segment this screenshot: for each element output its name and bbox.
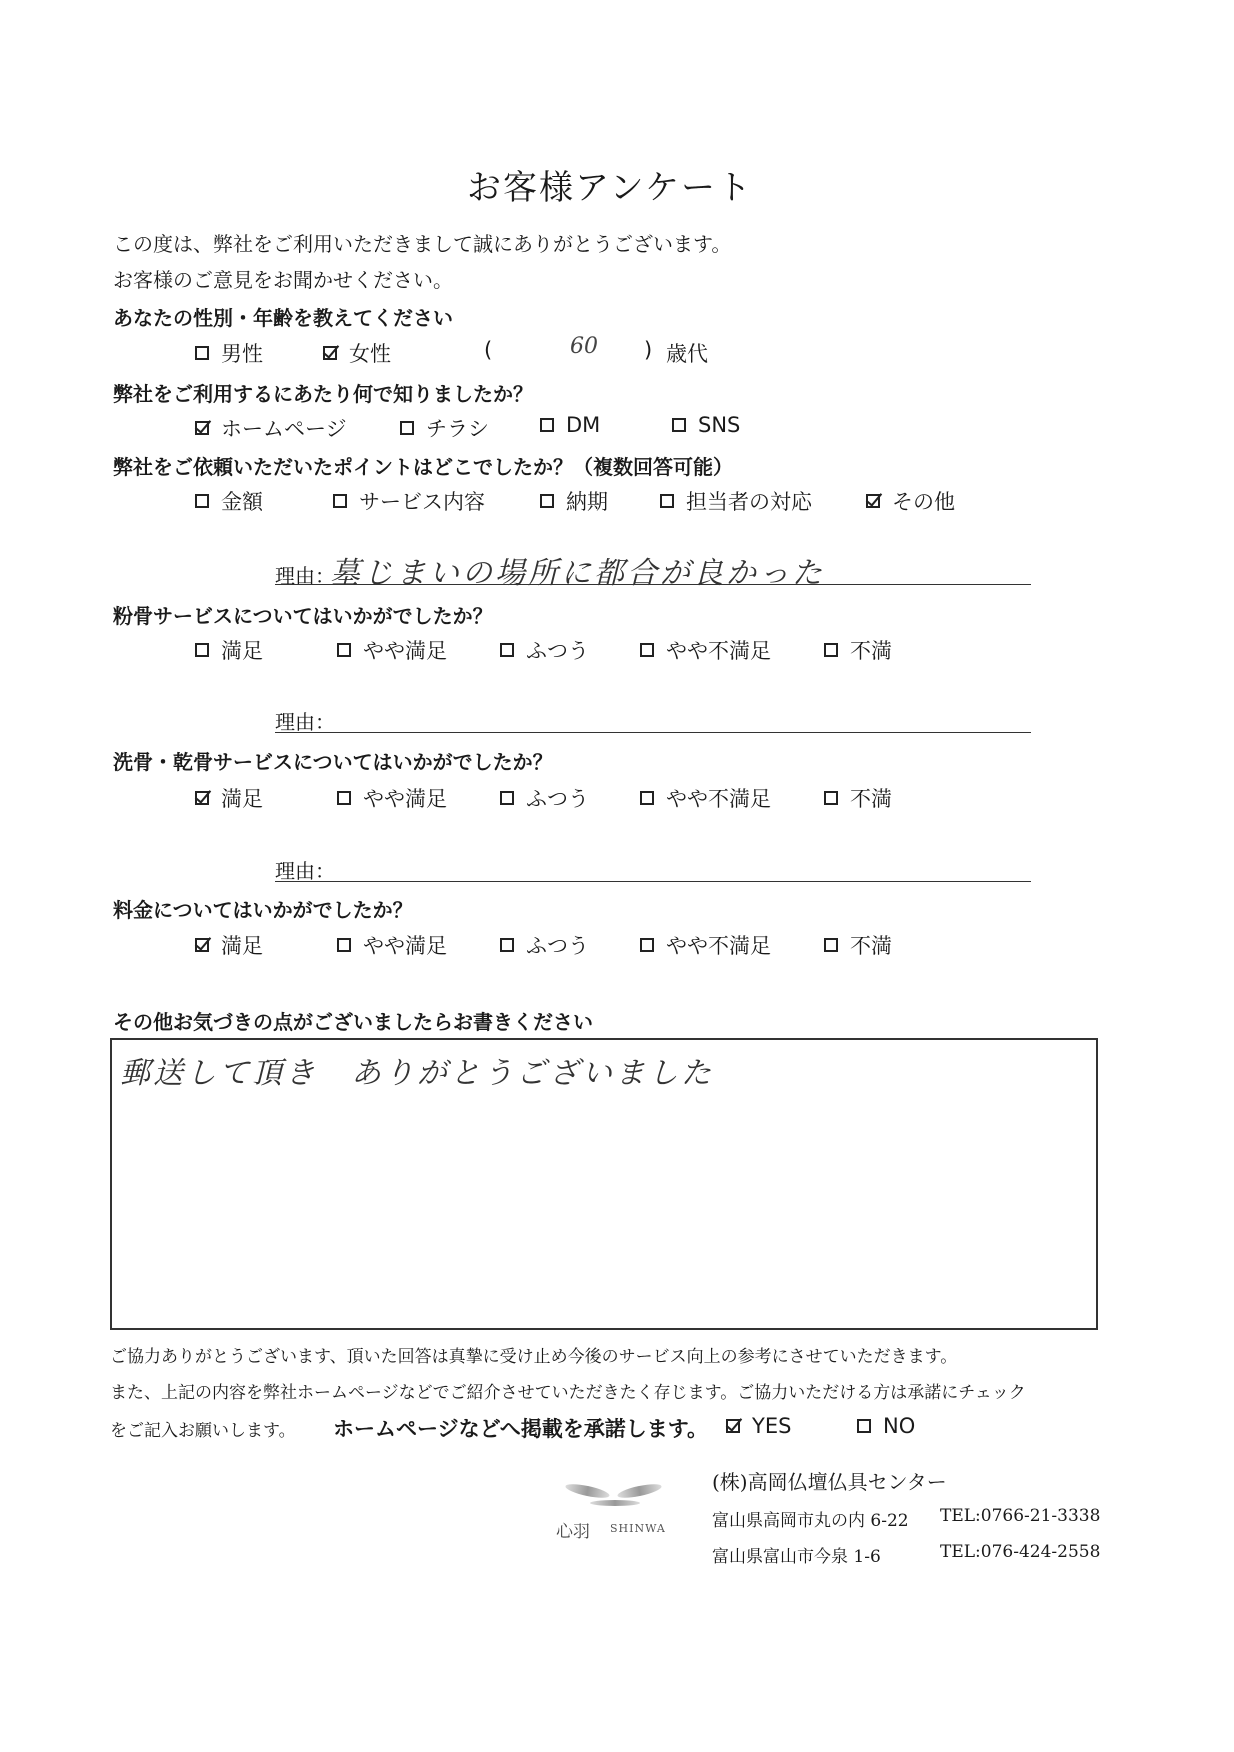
checkbox[interactable] xyxy=(337,938,351,952)
q3-reason-underline xyxy=(275,584,1031,585)
option-label: その他 xyxy=(892,490,955,514)
q5-option-somewhat-satisfied[interactable] xyxy=(337,783,447,813)
q3-option-delivery[interactable] xyxy=(540,486,608,516)
tel-1: TEL:0766-21-3338 xyxy=(940,1506,1101,1526)
q4-reason-underline[interactable] xyxy=(275,732,1031,733)
q2-question: 弊社をご利用するにあたり何で知りましたか？ xyxy=(113,382,533,406)
checkbox[interactable] xyxy=(400,421,414,435)
checkbox[interactable] xyxy=(195,494,209,508)
comment-box[interactable] xyxy=(110,1038,1098,1330)
q7-question: その他お気づきの点がございましたらお書きください xyxy=(113,1010,593,1034)
consent-text: ホームページなどへ掲載を承諾します。 xyxy=(333,1417,709,1441)
consent-yes[interactable] xyxy=(726,1414,791,1438)
checkbox[interactable] xyxy=(337,643,351,657)
option-label: やや満足 xyxy=(363,934,447,958)
checkbox[interactable] xyxy=(824,643,838,657)
checkbox[interactable] xyxy=(195,346,209,360)
option-label: 不満 xyxy=(850,787,892,811)
q6-option-somewhat-dissatisfied[interactable] xyxy=(640,930,771,960)
option-label: やや不満足 xyxy=(666,639,771,663)
checkbox[interactable] xyxy=(824,791,838,805)
q6-option-somewhat-satisfied[interactable] xyxy=(337,930,447,960)
checkbox-checked[interactable] xyxy=(195,938,209,952)
age-close-paren: ) xyxy=(644,338,653,362)
q4-option-somewhat-satisfied[interactable] xyxy=(337,635,447,665)
checkbox[interactable] xyxy=(540,418,554,432)
tel-2: TEL:076-424-2558 xyxy=(940,1542,1101,1562)
footer-line-1: ご協力ありがとうございます、頂いた回答は真摯に受け止め今後のサービス向上の参考にさせていただきます。 xyxy=(110,1347,958,1367)
comment-text: 郵送して頂き ありがとうございました xyxy=(120,1056,714,1091)
option-label: ホームページ xyxy=(221,417,347,441)
q6-option-satisfied[interactable] xyxy=(195,930,263,960)
checkbox[interactable] xyxy=(857,1419,871,1433)
wing-icon xyxy=(616,1481,662,1500)
q3-question: 弊社をご依頼いただいたポイントはどこでしたか？（複数回答可能） xyxy=(113,455,733,479)
q4-reason-label: 理由： xyxy=(275,710,335,734)
intro-line-2: お客様のご意見をお聞かせください。 xyxy=(113,268,453,292)
q2-option-flyer[interactable] xyxy=(400,413,489,443)
intro-line-1: この度は、弊社をご利用いただきまして誠にありがとうございます。 xyxy=(113,232,732,256)
q5-option-dissatisfied[interactable] xyxy=(824,783,892,813)
q3-option-service[interactable] xyxy=(333,486,485,516)
q2-option-sns[interactable] xyxy=(672,413,740,437)
option-label: 不満 xyxy=(850,639,892,663)
q3-reason-label: 理由： xyxy=(275,564,335,588)
q1-option-female[interactable] xyxy=(323,338,391,368)
option-label: 満足 xyxy=(221,787,263,811)
q3-option-price[interactable] xyxy=(195,486,263,516)
option-label: NO xyxy=(883,1414,916,1438)
q5-option-satisfied[interactable] xyxy=(195,783,263,813)
q4-option-somewhat-dissatisfied[interactable] xyxy=(640,635,771,665)
option-label: 金額 xyxy=(221,490,263,514)
address-2: 富山県富山市今泉 1-6 xyxy=(712,1547,881,1567)
checkbox-checked[interactable] xyxy=(195,421,209,435)
checkbox-checked[interactable] xyxy=(323,346,337,360)
option-label: やや不満足 xyxy=(666,787,771,811)
option-label: ふつう xyxy=(526,934,589,958)
checkbox[interactable] xyxy=(500,643,514,657)
q6-option-neutral[interactable] xyxy=(500,930,589,960)
q4-question: 粉骨サービスについてはいかがでしたか？ xyxy=(113,604,493,628)
checkbox[interactable] xyxy=(640,791,654,805)
option-label: サービス内容 xyxy=(359,490,485,514)
checkbox[interactable] xyxy=(337,791,351,805)
q2-option-dm[interactable] xyxy=(540,413,600,437)
logo-text: 心羽 xyxy=(556,1522,590,1542)
option-label: 男性 xyxy=(221,342,263,366)
checkbox[interactable] xyxy=(660,494,674,508)
age-suffix: 歳代 xyxy=(666,342,708,366)
page-title: お客様アンケート xyxy=(467,168,753,208)
option-label: 満足 xyxy=(221,639,263,663)
footer-line-2: また、上記の内容を弊社ホームページなどでご紹介させていただきたく存じます。ご協力いただける方は承諾にチェック xyxy=(110,1383,1026,1403)
q3-option-staff[interactable] xyxy=(660,486,812,516)
option-label: 女性 xyxy=(349,342,391,366)
option-label: YES xyxy=(752,1414,792,1438)
age-input[interactable]: 60 xyxy=(570,334,598,359)
wing-icon xyxy=(564,1481,610,1500)
option-label: やや不満足 xyxy=(666,934,771,958)
option-label: 満足 xyxy=(221,934,263,958)
checkbox[interactable] xyxy=(640,643,654,657)
q3-reason-text[interactable]: 墓じまいの場所に都合が良かった xyxy=(330,556,825,591)
address-1: 富山県高岡市丸の内 6-22 xyxy=(712,1511,909,1531)
q6-option-dissatisfied[interactable] xyxy=(824,930,892,960)
age-open-paren: ( xyxy=(484,338,493,362)
option-label: やや満足 xyxy=(363,787,447,811)
q3-option-other[interactable] xyxy=(866,486,955,516)
q5-reason-label: 理由： xyxy=(275,859,335,883)
q6-question: 料金についてはいかがでしたか？ xyxy=(113,898,413,922)
q1-option-male[interactable] xyxy=(195,338,263,368)
option-label: チラシ xyxy=(426,417,489,441)
footer-line-3: をご記入お願いします。 xyxy=(110,1421,296,1441)
checkbox[interactable] xyxy=(500,791,514,805)
option-label: 不満 xyxy=(850,934,892,958)
logo-subtext: SHINWA xyxy=(610,1522,666,1535)
checkbox[interactable] xyxy=(672,418,686,432)
q1-question: あなたの性別・年齢を教えてください xyxy=(113,306,453,330)
q2-option-homepage[interactable] xyxy=(195,413,347,443)
q5-reason-underline[interactable] xyxy=(275,881,1031,882)
checkbox[interactable] xyxy=(640,938,654,952)
q5-option-neutral[interactable] xyxy=(500,783,589,813)
checkbox-checked[interactable] xyxy=(195,791,209,805)
company-name: (株)高岡仏壇仏具センター xyxy=(712,1470,947,1494)
checkbox[interactable] xyxy=(195,643,209,657)
consent-no[interactable] xyxy=(857,1414,915,1438)
option-label: SNS xyxy=(698,413,741,437)
option-label: DM xyxy=(566,413,601,437)
q4-option-satisfied[interactable] xyxy=(195,635,263,665)
checkbox[interactable] xyxy=(824,938,838,952)
option-label: 納期 xyxy=(566,490,608,514)
q5-question: 洗骨・乾骨サービスについてはいかがでしたか？ xyxy=(113,750,553,774)
option-label: 担当者の対応 xyxy=(686,490,812,514)
q4-option-neutral[interactable] xyxy=(500,635,589,665)
checkbox-checked[interactable] xyxy=(726,1419,740,1433)
checkbox-checked[interactable] xyxy=(866,494,880,508)
wing-icon xyxy=(590,1500,640,1506)
checkbox[interactable] xyxy=(500,938,514,952)
option-label: ふつう xyxy=(526,639,589,663)
q5-option-somewhat-dissatisfied[interactable] xyxy=(640,783,771,813)
option-label: やや満足 xyxy=(363,639,447,663)
checkbox[interactable] xyxy=(333,494,347,508)
option-label: ふつう xyxy=(526,787,589,811)
checkbox[interactable] xyxy=(540,494,554,508)
q4-option-dissatisfied[interactable] xyxy=(824,635,892,665)
